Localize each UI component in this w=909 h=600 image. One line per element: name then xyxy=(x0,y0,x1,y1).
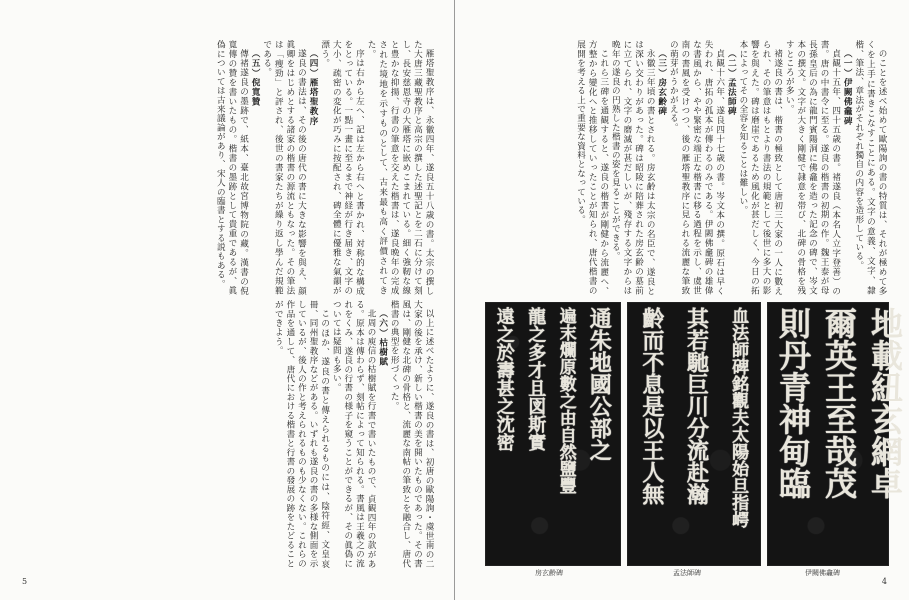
rubbing-plate-fangxuanling xyxy=(485,302,621,566)
section-heading: （五）倪寬贊 xyxy=(250,48,261,107)
paragraph: 貞観十五年、四十五歳の書。褚遂良（本名人立字登善）の書。唐の中書令に至る。遂良の楷書の初期の作。魏王泰が母長孫皇后の為に龍門賓陽洞に佛龕を造った記念の碑で、岑文本の撰文。文字が大きく剛健で隷意を帯び、北碑の骨格を残すところが多い。 xyxy=(784,40,841,295)
rubbing-column: 其若馳巨川分流赴瀚 xyxy=(683,307,710,505)
paragraph: 北周の庾信の枯樹賦を行書で書いたもので、貞観四年の款がある。原本は傳わらず、刻帖によって知られる。書風は王羲之の流れをくみ、遂良の行書の様子を窺うことができるが、その眞偽については疑問も多い。 xyxy=(331,300,377,568)
paragraph: 序は右から左へ、記は左から右へと書かれ、対称的な構成をとっている。一點一畫に至るまで神経が行き届き、文字の大小、疏密の変化が巧みに按配され、碑全體に優雅な氣韻が漂う。 xyxy=(319,40,365,295)
caption-mengfashi: 孟法師碑 xyxy=(673,569,701,577)
left-page xyxy=(0,0,454,600)
paragraph: 永徽三年頃の書とされる。房玄齢は太宗の名臣で、遂良とは深い交わりがあった。碑は昭陵に陪葬された房玄齢の墓前に立てられ、文字の磨滅が甚だしいが、殘存する文字からは晩年の遂良の円熟した楷書の姿を見ることができる。 xyxy=(610,40,656,295)
rubbing-column: 血法師碑銘觀夫太陽始旦指崿 xyxy=(728,307,749,528)
rubbing-column: 龍之多才且図斯實 xyxy=(525,307,547,451)
paragraph: 以上に述べたように、遂良の書は、初唐の歐陽詢・虞世南の二大家の後を承け、新しい楷書の美を開いたものであった。その書風は、剛健な北碑の骨格と、流麗な南帖の筆致とを融合し、唐代楷書の典型を形づくった。 xyxy=(389,300,434,568)
paragraph: 遂良の書法は、その後の唐代の書に大きな影響を與え、顔眞卿をはじめとする諸家の楷書の源流ともなった。その筆法は「瘦勁」と評され、後世の書家たちが繰り返し學んだ規範である。 xyxy=(261,40,307,295)
paragraph: 褚遂良の書は、楷書の極致として唐初三大家の一人に數えられ、その筆意はもとより書法の規範として後世に多大の影響を與えた。碑は磨崖であるため風化が甚だしく、今日の拓本によってその全容を知ることは難しい。 xyxy=(737,40,783,295)
rubbing-column: 通朱地國公部之 xyxy=(586,307,613,461)
caption-fangxuanling: 房玄齢碑 xyxy=(535,569,563,577)
rubbing-column: 則丹青神甸臨 xyxy=(774,307,812,499)
rubbing-plate-yique xyxy=(767,302,904,566)
paragraph: 貞観十六年、遂良四十七歳の書。岑文本の撰。原石は早く失われ、唐拓の孤本が傳わるのみである。伊闕佛龕碑の雄偉な書風から、やや緊密な端正な楷書に移る過程を示し、虞世南の書風を受けつつ、後の雁塔聖教序に見られる流麗な筆致の萌芽がうかがえる。 xyxy=(668,40,725,295)
paragraph: これら三碑を通観すると、遂良の楷書が剛健から流麗へ、方整から變化へと推移していったことが知られ、唐代楷書の展開を考える上で重要な資料となっている。 xyxy=(575,40,609,295)
rubbing-column: 地載紐玄網卓 xyxy=(866,307,904,499)
left-top-text-block xyxy=(20,40,434,295)
rubbing-column: 遠之於壽甚之沈密 xyxy=(493,307,515,451)
rubbing-column: 齡而不息是以王人無 xyxy=(638,307,665,505)
page-number: 5 xyxy=(22,577,28,586)
right-page xyxy=(455,0,909,600)
left-bottom-text-block xyxy=(20,300,434,568)
rubbing-column: 遍末爛原數之由自然鹽豐 xyxy=(555,307,576,494)
rubbing-plates xyxy=(455,302,909,577)
paragraph: 傳褚遂良の墨跡で、紙本、臺北故宮博物院の藏。漢書の倪寬傳の贊を書いたもの。楷書の墨跡として貴重であるが、眞偽については古来議論があり、宋人の臨書とする説もある。 xyxy=(215,40,249,295)
rubbing-columns xyxy=(770,307,904,561)
paragraph: このほか、遂良の書と傳えられるものには、陰符經、文皇哀冊、同州聖教序などがある。いずれも遂良の書の多様な側面を示しているが、後人の作と考えられるものも少なくない。これらの作品を通して、唐代における楷書と行書の發展の跡をたどることができよう。 xyxy=(273,300,330,568)
rubbing-plate-mengfashi xyxy=(627,302,761,566)
rubbing-columns xyxy=(630,307,758,561)
right-top-text-block xyxy=(475,40,887,295)
section-heading: （三）房玄齢碑 xyxy=(656,48,667,116)
section-heading: （一）伊闕佛龕碑 xyxy=(842,48,853,126)
rubbing-column: 爾英王至哉茂 xyxy=(820,307,858,499)
caption-yique: 伊闕佛龕碑 xyxy=(805,569,840,577)
rubbing-columns xyxy=(488,307,618,561)
page-number: 4 xyxy=(881,577,887,586)
section-heading: （四）雁塔聖教序 xyxy=(308,48,319,126)
section-heading: （六）枯樹賦 xyxy=(377,308,388,367)
section-heading: （二）孟法師碑 xyxy=(726,48,737,116)
paragraph: のことを述べ始めて歐陽詢の書の特質は、それが極めて多くを上手に書きこなすことにある。文字の意義、文字、隸楷、筆法、章法がそれぞれ獨自の内容を造形している。 xyxy=(853,40,887,295)
paragraph: 雁塔聖教序は、永徽四年、遂良五十八歳の書。太宗の撰した大唐三藏聖教序と高宗の撰した述聖記とを二石に分けて刻し、長安慈恩寺の大雁塔に嵌めこまれている。細く強靭な線と豊かな抑揚、行書の筆意を交えた楷書は、遂良晩年の完成された境地を示すものとして、古来最も高く評價されてきた。 xyxy=(366,40,434,295)
